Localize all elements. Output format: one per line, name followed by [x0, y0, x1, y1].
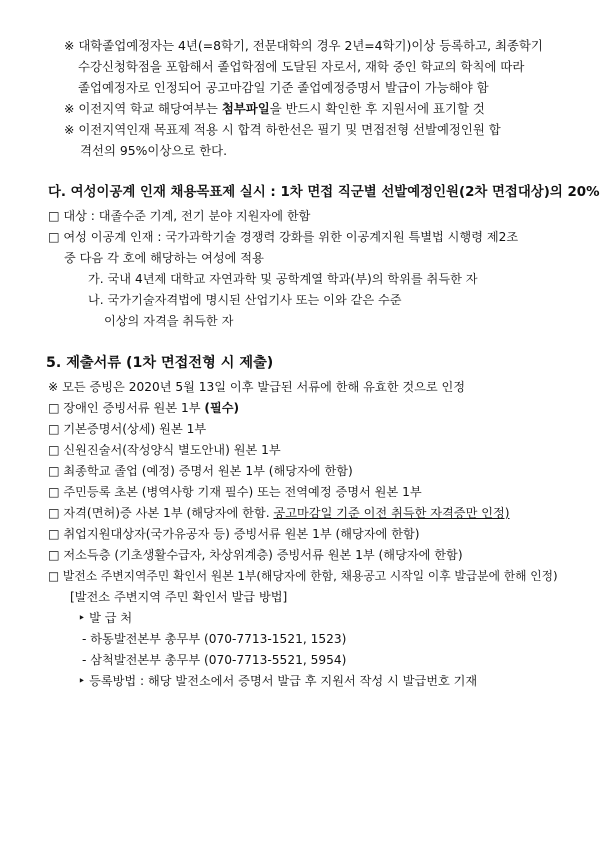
- note-graduate-line2: 수강신청학점을 포함해서 졸업학점에 도달된 자로서, 재학 중인 학교의 학칙에 따라: [78, 59, 525, 74]
- doc-plant-resident-confirmation: □ 발전소 주변지역주민 확인서 원본 1부(해당자에 한함, 채용공고 시작일 이후 발급분에 한해 인정): [48, 569, 558, 583]
- note-target-line1: ※ 이전지역인재 목표제 적용 시 합격 하한선은 필기 및 면접전형 선발예정인원 합: [64, 122, 501, 137]
- note-graduate-line1: ※ 대학졸업예정자는 4년(=8학기, 전문대학의 경우 2년=4학기)이상 등록하고, 최종학기: [64, 38, 543, 53]
- note-relocation-post: 을 반드시 확인한 후 지원서에 표기할 것: [269, 101, 485, 116]
- doc-graduation-certificate: □ 최종학교 졸업 (예정) 증명서 원본 1부 (해당자에 한함): [48, 464, 353, 478]
- doc-license-copy: [48, 505, 510, 521]
- doc-resident-registration: □ 주민등록 초본 (병역사항 기재 필수) 또는 전역예정 증명서 원본 1부: [48, 485, 422, 499]
- doc-disability-text: □ 장애인 증빙서류 원본 1부: [48, 401, 205, 415]
- method-title: [발전소 주변지역 주민 확인서 발급 방법]: [70, 590, 288, 604]
- section-da-definition-line2: 중 다음 각 호에 해당하는 여성에 적용: [64, 251, 264, 265]
- register-method: ‣ 등록방법 : 해당 발전소에서 증명서 발급 후 지원서 작성 시 발급번호 기재: [78, 674, 478, 688]
- issuer-title: ‣ 발 급 처: [78, 611, 133, 625]
- section-da-item-na-line1: 나. 국가기술자격법에 명시된 산업기사 또는 이와 같은 수준: [88, 293, 402, 307]
- note-relocation-school: [64, 101, 485, 117]
- issuer-hadong: - 하동발전본부 총무부 (070-7713-1521, 1523): [82, 632, 347, 646]
- doc-low-income-proof: □ 저소득층 (기초생활수급자, 차상위계층) 증빙서류 원본 1부 (해당자에 한함): [48, 548, 463, 562]
- note-relocation-pre: ※ 이전지역 학교 해당여부는: [64, 101, 222, 116]
- note-target-line2: 격선의 95%이상으로 한다.: [80, 143, 228, 158]
- section-5-heading: 5. 제출서류 (1차 면접전형 시 제출): [46, 355, 274, 371]
- doc-license-text: □ 자격(면허)증 사본 1부 (해당자에 한함.: [48, 506, 274, 520]
- issuer-samcheok: - 삼척발전본부 총무부 (070-7713-5521, 5954): [82, 653, 347, 667]
- doc-required-bold: (필수): [204, 401, 240, 415]
- section-da-item-na-line2: 이상의 자격을 취득한 자: [104, 314, 234, 328]
- section-da-definition-line1: □ 여성 이공계 인재 : 국가과학기술 경쟁력 강화를 위한 이공계지원 특별법 시행령 제2조: [48, 230, 519, 244]
- section-5-validity-note: ※ 모든 증빙은 2020년 5월 13일 이후 발급된 서류에 한해 유효한 것으로 인정: [48, 380, 466, 394]
- doc-license-underlined: 공고마감일 기준 이전 취득한 자격증만 인정): [273, 506, 510, 520]
- doc-basic-certificate: □ 기본증명서(상세) 원본 1부: [48, 422, 207, 436]
- doc-veteran-proof: □ 취업지원대상자(국가유공자 등) 증빙서류 원본 1부 (해당자에 한함): [48, 527, 420, 541]
- doc-disability-proof: [48, 400, 239, 416]
- note-attachment-bold: 첨부파일: [221, 101, 270, 116]
- note-graduate-line3: 졸업예정자로 인정되어 공고마감일 기준 졸업예정증명서 발급이 가능해야 함: [78, 80, 489, 95]
- section-da-heading: 다. 여성이공계 인재 채용목표제 실시 : 1차 면접 직군별 선발예정인원(2차 면접대상)의 20%: [48, 185, 600, 200]
- doc-personal-statement: □ 신원진술서(작성양식 별도안내) 원본 1부: [48, 443, 281, 457]
- section-da-target: □ 대상 : 대졸수준 기계, 전기 분야 지원자에 한함: [48, 209, 311, 223]
- section-da-item-ga: 가. 국내 4년제 대학교 자연과학 및 공학계열 학과(부)의 학위를 취득한 자: [88, 272, 478, 286]
